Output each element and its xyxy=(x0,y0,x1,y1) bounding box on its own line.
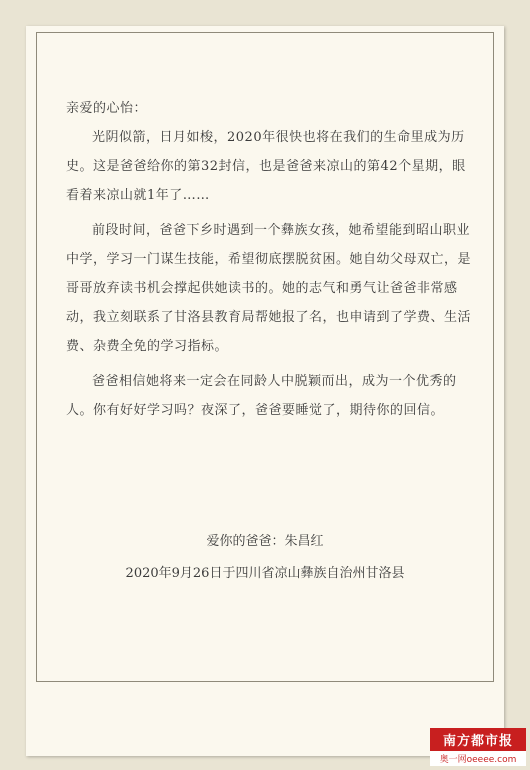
letter-paper xyxy=(26,26,504,756)
letter-paragraph-3: 爸爸相信她将来一定会在同龄人中脱颖而出，成为一个优秀的人。你有好好学习吗？夜深了，爸爸要睡觉了，期待你的回信。 xyxy=(66,374,457,418)
letter-signature-block xyxy=(26,526,504,590)
watermark xyxy=(430,728,526,766)
letter-date-place: 2020年9月26日于四川省凉山彝族自治州甘洛县 xyxy=(125,566,405,581)
letter-salutation: 亲爱的心怡： xyxy=(66,101,148,116)
watermark-site: 奥一网oeeee.com xyxy=(430,751,526,766)
letter-closing: 爱你的爸爸：朱昌红 xyxy=(206,534,324,549)
letter-paragraph-2: 前段时间，爸爸下乡时遇到一个彝族女孩，她希望能到昭山职业中学，学习一门谋生技能，希望彻底摆脱贫困。她自幼父母双亡，是哥哥放弃读书机会撑起供她读书的。她的志气和勇气让爸爸非常感动，我立刻联系了甘洛县教育局帮她报了名，也申请到了学费、生活费、杂费全免的学习指标。 xyxy=(66,223,472,354)
letter-body xyxy=(66,94,476,425)
watermark-brand: 南方都市报 xyxy=(430,728,526,751)
letter-paragraph-1: 光阴似箭，日月如梭，2020年很快也将在我们的生命里成为历史。这是爸爸给你的第32封信，也是爸爸来凉山的第42个星期，眼看着来凉山就1年了…… xyxy=(66,130,466,203)
